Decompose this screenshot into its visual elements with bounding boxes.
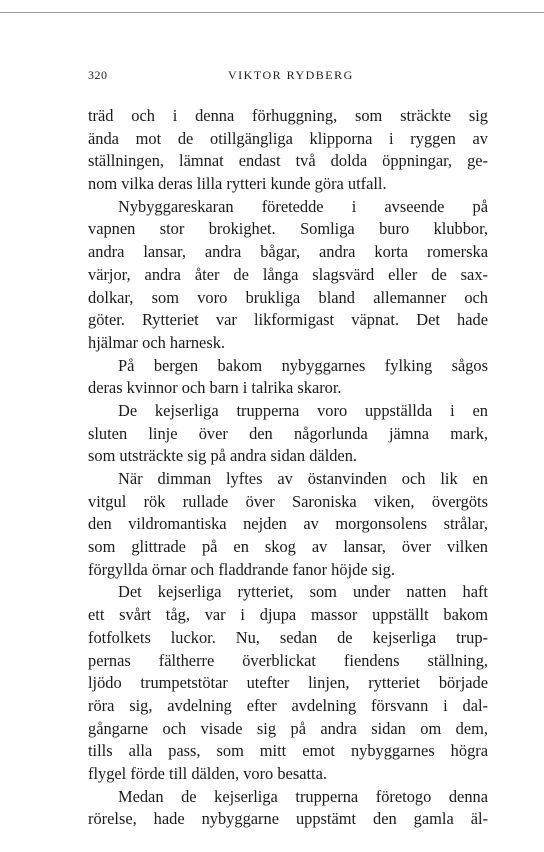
text-line: träd och i denna förhuggning, som sträckte sig (88, 106, 488, 125)
text-line: som glittrade på en skog av lansar, över vilken (88, 537, 488, 557)
text-line: På bergen bakom nybyggarnes fylking sågos (118, 355, 488, 375)
text-line: tills alla pass, som mitt emot nybyggarnes högra (88, 741, 488, 761)
running-head (88, 68, 488, 86)
text-line: den vildromantiska nejden av morgonsolens strålar, (88, 514, 488, 534)
text-line: Det kejserliga rytteriet, som under natten haft (118, 582, 488, 602)
text-line: vapnen stor brokighet. Somliga buro klubbor, (88, 219, 488, 239)
top-rule (0, 12, 544, 13)
text-line: värjor, andra åter de långa slagsvärd eller de sax- (88, 264, 488, 284)
text-line: fotfolkets luckor. Nu, sedan de kejserliga trup- (88, 627, 488, 647)
text-line: andra lansar, andra bågar, andra korta romerska (88, 242, 488, 262)
text-line: röra sig, avdelning efter avdelning försvann i dal- (88, 695, 488, 715)
text-line: vitgul rök rullade över Saroniska viken, övergöts (88, 491, 488, 511)
text-line: Medan de kejserliga trupperna företogo denna (118, 786, 488, 806)
running-title: VIKTOR RYDBERG (228, 68, 354, 82)
text-line: ställningen, lämnat endast två dolda öppningar, ge- (88, 151, 488, 171)
text-line: När dimman lyftes av östanvinden och lik en (118, 469, 488, 488)
text-line: flygel förde till dälden, voro besatta. (88, 763, 327, 783)
page-number: 320 (88, 68, 108, 82)
text-line: sluten linje över den någorlunda jämna mark, (88, 423, 488, 443)
text-line: Nybyggareskaran företedde i avseende på (118, 196, 488, 216)
text-line: hjälmar och harnesk. (88, 332, 225, 352)
text-line: pernas fältherre överblickat fiendens ställning, (88, 650, 488, 670)
text-line: göter. Rytteriet var likformigast väpnat. Det hade (88, 310, 488, 330)
text-line: De kejserliga trupperna voro uppställda i en (118, 400, 488, 420)
text-line: som utsträckte sig på andra sidan dälden. (88, 446, 358, 466)
body-text (88, 105, 488, 831)
text-line: ända mot de otillgängliga klipporna i ryggen av (88, 128, 488, 148)
text-line: förgyllda örnar och fladdrande fanor höjde sig. (88, 559, 395, 579)
text-line: deras kvinnor och barn i talrika skaror. (88, 378, 342, 398)
text-line: ett svårt tåg, var i djupa massor uppställt bakom (88, 605, 488, 625)
text-line: gångarne och visade sig på andra sidan om dem, (88, 718, 488, 738)
text-line: rörelse, hade nybyggarne uppstämt den gamla äl- (88, 809, 488, 829)
text-line: dolkar, som voro brukliga bland allemanner och (88, 287, 488, 307)
text-line: ljödo trumpetstötar utefter linjen, rytteriet började (88, 673, 488, 693)
text-line: nom vilka deras lilla rytteri kunde göra utfall. (88, 174, 387, 194)
